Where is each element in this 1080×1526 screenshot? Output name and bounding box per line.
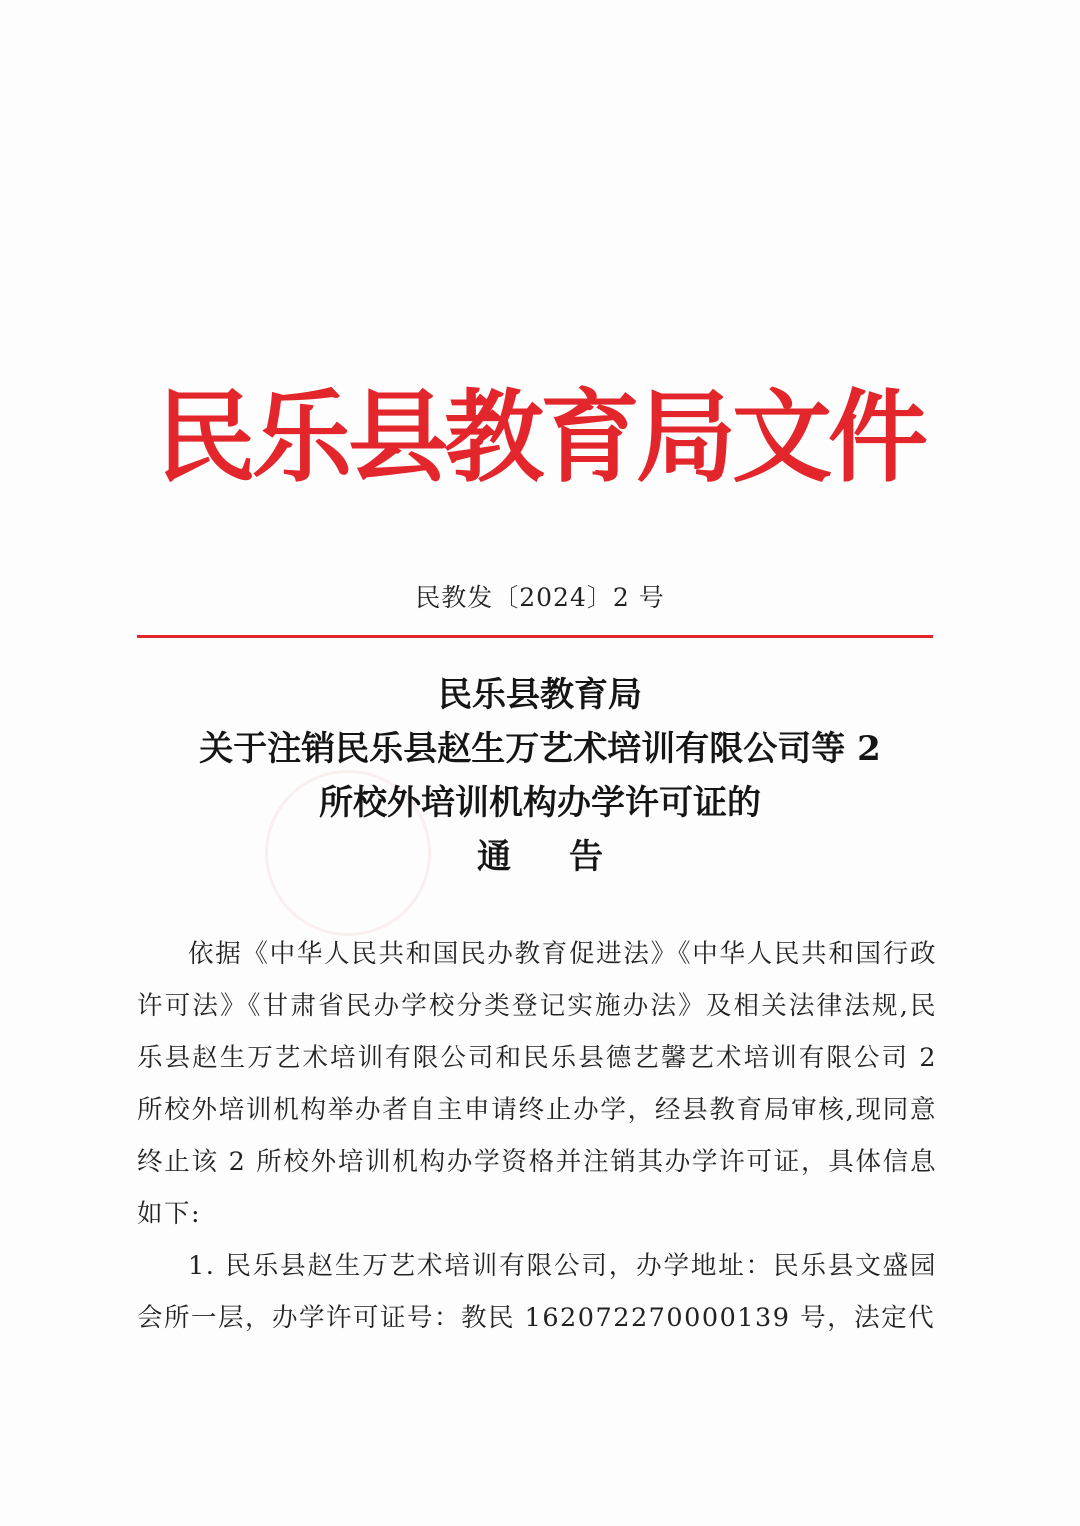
notice-title (0, 668, 1080, 884)
document-number: 民教发〔2024〕2 号 (415, 583, 665, 612)
title-issuer: 民乐县教育局 (438, 675, 642, 715)
document-masthead: 民乐县教育局文件 (156, 379, 924, 496)
body-paragraph-2: 1. 民乐县赵生万艺术培训有限公司，办学地址：民乐县文盛园会所一层，办学许可证号：教民 162072270000139 号，法定代 (137, 1251, 937, 1333)
notice-body (137, 928, 937, 1344)
body-paragraph-1: 依据《中华人民共和国民办教育促进法》《中华人民共和国行政许可法》《甘肃省民办学校分类登记实施办法》及相关法律法规,民乐县赵生万艺术培训有限公司和民乐县德艺馨艺术培训有限公司 2 所校外培训机构举办者自主申请终止办学，经县教育局审核,现同意终止该 2 所校外培训机构办学资格并注销其办学许可证，具体信息如下: (137, 939, 937, 1229)
title-subject-line-1: 关于注销民乐县赵生万艺术培训有限公司等 2 (199, 729, 881, 769)
title-notice-word: 通告 (477, 837, 661, 877)
red-divider-line (137, 635, 933, 638)
title-subject-line-2: 所校外培训机构办学许可证的 (319, 783, 761, 823)
